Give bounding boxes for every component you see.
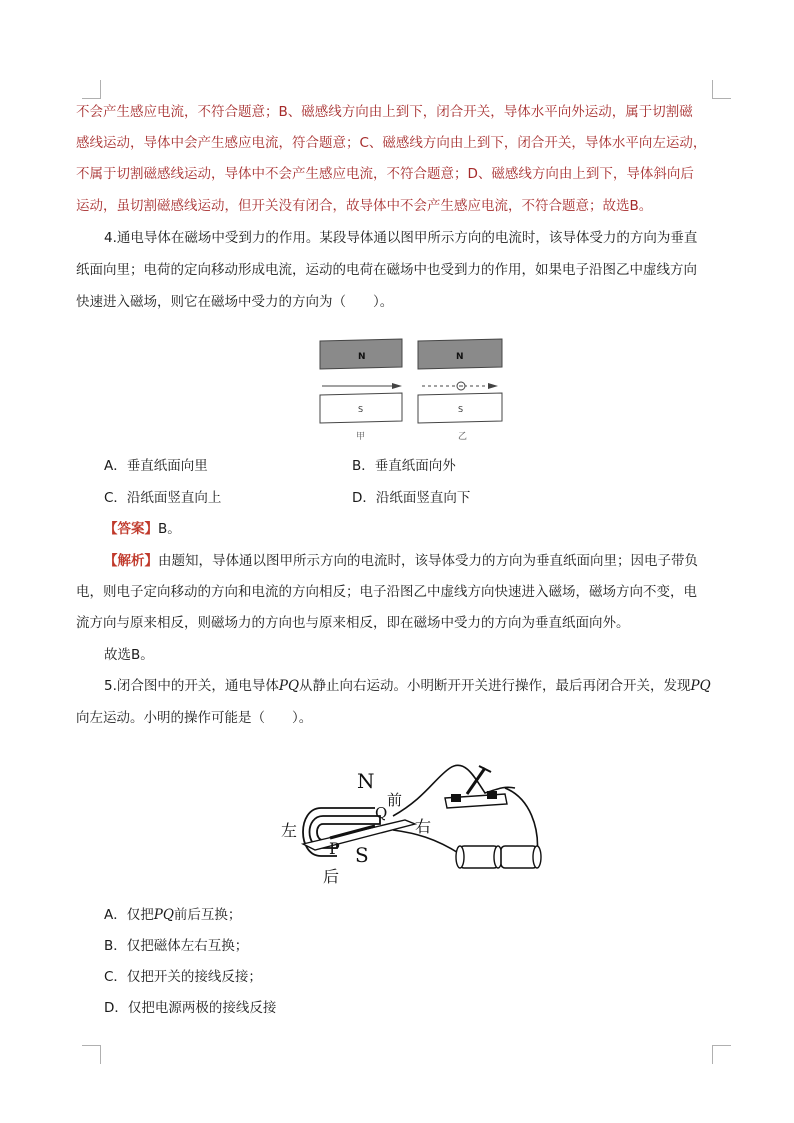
q4-option-d: D．沿纸面竖直向下 bbox=[352, 490, 471, 506]
q5-option-c: C．仅把开关的接线反接； bbox=[104, 969, 262, 985]
q4-analysis-line-3: 流方向与原来相反，则磁场力的方向也与原来相反，即在磁场中受力的方向为垂直纸面向外。 bbox=[76, 615, 630, 631]
q4-analysis-line-1: 【解析】由题知，导体通以图甲所示方向的电流时，该导体受力的方向为垂直纸面向里；因电子带负 bbox=[104, 553, 698, 569]
q5-circuit-figure bbox=[275, 758, 551, 890]
crop-mark-top-right bbox=[712, 80, 731, 99]
q5-label-q: Q bbox=[375, 804, 388, 822]
q4-electron-arrow bbox=[488, 383, 498, 389]
q4-analysis-tag: 【解析】 bbox=[104, 553, 158, 569]
analysis-prev-line-4: 运动，虽切割磁感线运动，但开关没有闭合，故导体中不会产生感应电流，不符合题意；故选B。 bbox=[76, 198, 653, 214]
q4-label-yi: 乙 bbox=[458, 432, 468, 442]
q5-wire-top bbox=[393, 765, 515, 816]
q5-label-n: N bbox=[357, 769, 375, 793]
crop-mark-bottom-left bbox=[82, 1045, 101, 1064]
q4-option-c: C．沿纸面竖直向上 bbox=[104, 490, 222, 506]
q5-option-d: D．仅把电源两极的接线反接 bbox=[104, 1000, 277, 1016]
q4-answer bbox=[104, 520, 181, 538]
q4-magnet-figure bbox=[318, 335, 504, 445]
q5-switch bbox=[445, 766, 507, 808]
q4-analysis-line-2: 电，则电子定向移动的方向和电流的方向相反；电子沿图乙中虚线方向快速进入磁场，磁场方向不变，电 bbox=[76, 584, 697, 600]
q5-label-right: 右 bbox=[415, 817, 432, 836]
q5-battery bbox=[456, 846, 541, 868]
q5-option-b: B．仅把磁体左右互换； bbox=[104, 938, 249, 954]
q5-label-front: 前 bbox=[387, 791, 403, 809]
q4-conclusion: 故选B。 bbox=[104, 647, 154, 663]
q5-label-left: 左 bbox=[281, 821, 298, 840]
q4-right-n-label: N bbox=[456, 352, 464, 362]
q5-stem-line-2: 向左运动。小明的操作可能是（ ）。 bbox=[76, 710, 313, 726]
q4-answer-text: B。 bbox=[158, 521, 181, 537]
crop-mark-top-left bbox=[82, 80, 101, 99]
q4-option-b: B．垂直纸面向外 bbox=[352, 458, 456, 474]
q4-stem-line-2: 纸面向里；电荷的定向移动形成电流，运动的电荷在磁场中也受到力的作用，如果电子沿图乙中虚线方向 bbox=[76, 262, 697, 278]
analysis-prev-line-3: 不属于切割磁感线运动，导体中不会产生感应电流，不符合题意；D、磁感线方向由上到下，导体斜向后 bbox=[76, 166, 694, 182]
q4-left-n-label: N bbox=[358, 352, 366, 362]
q4-label-jia: 甲 bbox=[356, 432, 366, 442]
q4-option-a: A．垂直纸面向里 bbox=[104, 458, 208, 474]
analysis-prev-line-2: 感线运动，导体中会产生感应电流，符合题意；C、磁感线方向由上到下，闭合开关，导体水平向左运动， bbox=[76, 135, 707, 151]
q5-label-back: 后 bbox=[323, 867, 340, 886]
q5-label-s: S bbox=[355, 843, 369, 867]
q4-left-s-label: S bbox=[358, 405, 364, 414]
q4-answer-tag: 【答案】 bbox=[104, 521, 158, 537]
crop-mark-bottom-right bbox=[712, 1045, 731, 1064]
q5-label-p: P bbox=[329, 839, 340, 858]
analysis-prev-line-1: 不会产生感应电流，不符合题意；B、磁感线方向由上到下，闭合开关，导体水平向外运动，属于切割磁 bbox=[76, 104, 693, 120]
q5-option-a: A．仅把PQ前后互换； bbox=[104, 907, 242, 923]
q5-stem-line-1: 5.闭合图中的开关，通电导体PQ从静止向右运动。小明断开开关进行操作，最后再闭合开关，发现PQ bbox=[104, 678, 711, 694]
q4-stem-line-1: 4.通电导体在磁场中受到力的作用。某段导体通以图甲所示方向的电流时，该导体受力的方向为垂直 bbox=[104, 230, 698, 246]
q4-right-s-label: S bbox=[458, 405, 464, 414]
q4-stem-line-3: 快速进入磁场，则它在磁场中受力的方向为（ ）。 bbox=[76, 294, 394, 310]
q4-current-arrow bbox=[392, 383, 402, 389]
